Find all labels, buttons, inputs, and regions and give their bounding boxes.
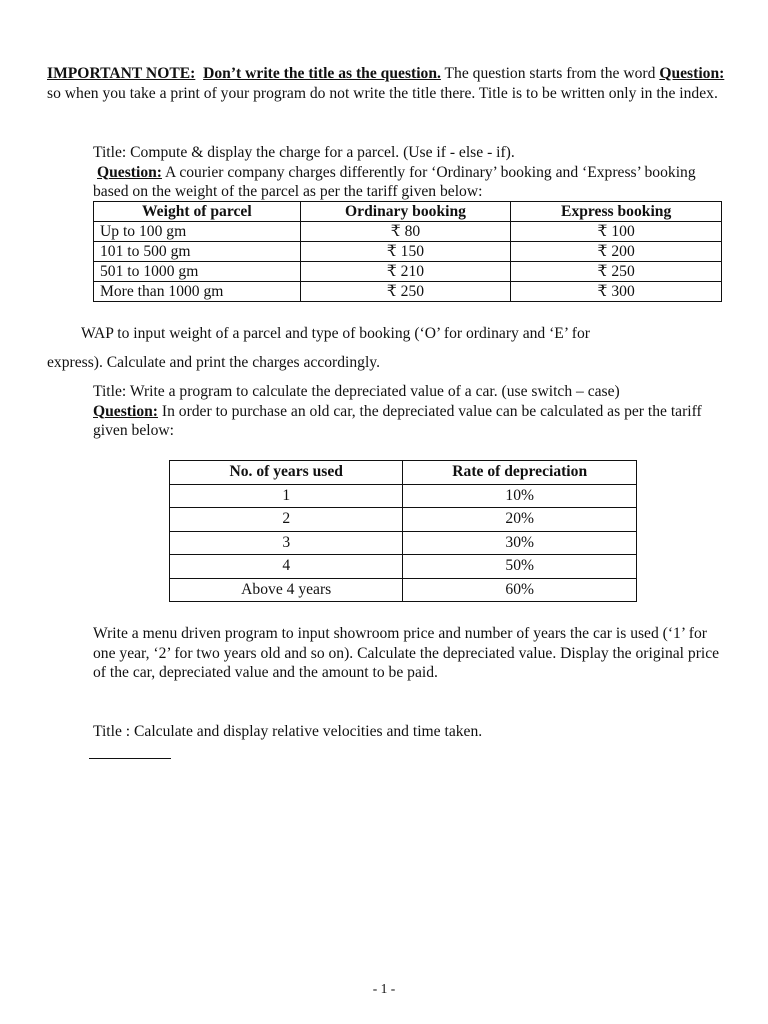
cell-rate: 10% <box>403 484 637 508</box>
q1-question-text: A courier company charges differently for ‘Ordinary’ booking and ‘Express’ booking based on the weight of the parcel as per the tariff given below: <box>93 163 696 200</box>
table-row <box>170 531 637 555</box>
important-note <box>47 64 727 103</box>
page-number: - 1 - <box>372 981 396 996</box>
cell-express: ₹ 250 <box>511 262 722 282</box>
header-express: Express booking <box>511 202 722 222</box>
cell-weight: 501 to 1000 gm <box>94 262 301 282</box>
table-row <box>94 242 722 262</box>
table-row <box>94 262 722 282</box>
table-header-row <box>170 461 637 485</box>
depreciation-table <box>169 460 637 602</box>
q1-wap-line2: express). Calculate and print the charges accordingly. <box>47 354 380 371</box>
cell-years: 3 <box>170 531 403 555</box>
cell-years: 2 <box>170 508 403 532</box>
header-rate: Rate of depreciation <box>403 461 637 485</box>
q2-title: Title: Write a program to calculate the depreciated value of a car. (use switch – case) <box>93 383 620 400</box>
q2-section <box>93 382 723 441</box>
cell-express: ₹ 100 <box>511 222 722 242</box>
cell-express: ₹ 300 <box>511 282 722 302</box>
horizontal-rule <box>89 758 171 759</box>
q1-wap-line1: WAP to input weight of a parcel and type of booking (‘O’ for ordinary and ‘E’ for <box>81 325 590 342</box>
note-text-a: The question starts from the word <box>440 65 660 82</box>
q1-question-label: Question: <box>97 163 162 181</box>
cell-weight: More than 1000 gm <box>94 282 301 302</box>
cell-years: Above 4 years <box>170 578 403 602</box>
cell-rate: 30% <box>403 531 637 555</box>
q2-question-label: Question: <box>93 402 158 420</box>
parcel-tariff-table <box>93 201 722 302</box>
q1-question <box>93 163 723 202</box>
q2-menu-text: Write a menu driven program to input showroom price and number of years the car is used (‘1’ for one year, ‘2’ for two years old and so on). Calculate the depreciated value. Display the original price of the car, depreciated value and the amount to be paid. <box>93 625 720 681</box>
table-row <box>170 555 637 579</box>
table-row <box>170 484 637 508</box>
q2-question <box>93 402 723 441</box>
cell-weight: 101 to 500 gm <box>94 242 301 262</box>
q2-question-text: In order to purchase an old car, the depreciated value can be calculated as per the tariff given below: <box>93 402 702 439</box>
table-header-row <box>94 202 722 222</box>
cell-rate: 20% <box>403 508 637 532</box>
cell-years: 4 <box>170 555 403 579</box>
cell-ordinary: ₹ 250 <box>300 282 511 302</box>
cell-ordinary: ₹ 210 <box>300 262 511 282</box>
note-label: IMPORTANT NOTE: <box>47 65 196 82</box>
header-years: No. of years used <box>170 461 403 485</box>
cell-ordinary: ₹ 150 <box>300 242 511 262</box>
table-row <box>170 508 637 532</box>
note-emphasis: Don’t write the title as the question. <box>203 65 441 82</box>
header-weight: Weight of parcel <box>94 202 301 222</box>
note-question-word: Question: <box>659 65 725 82</box>
table-row <box>94 222 722 242</box>
q1-title: Title: Compute & display the charge for a parcel. (Use if - else - if). <box>93 144 515 161</box>
note-text-b: so when you take a print of your program do not write the title there. Title is to be written only in the index. <box>47 84 718 102</box>
cell-years: 1 <box>170 484 403 508</box>
q1-section <box>93 143 723 202</box>
cell-ordinary: ₹ 80 <box>300 222 511 242</box>
cell-express: ₹ 200 <box>511 242 722 262</box>
table-row <box>170 578 637 602</box>
cell-rate: 60% <box>403 578 637 602</box>
cell-rate: 50% <box>403 555 637 579</box>
q3-title: Title : Calculate and display relative velocities and time taken. <box>93 723 483 740</box>
cell-weight: Up to 100 gm <box>94 222 301 242</box>
header-ordinary: Ordinary booking <box>300 202 511 222</box>
table-row <box>94 282 722 302</box>
